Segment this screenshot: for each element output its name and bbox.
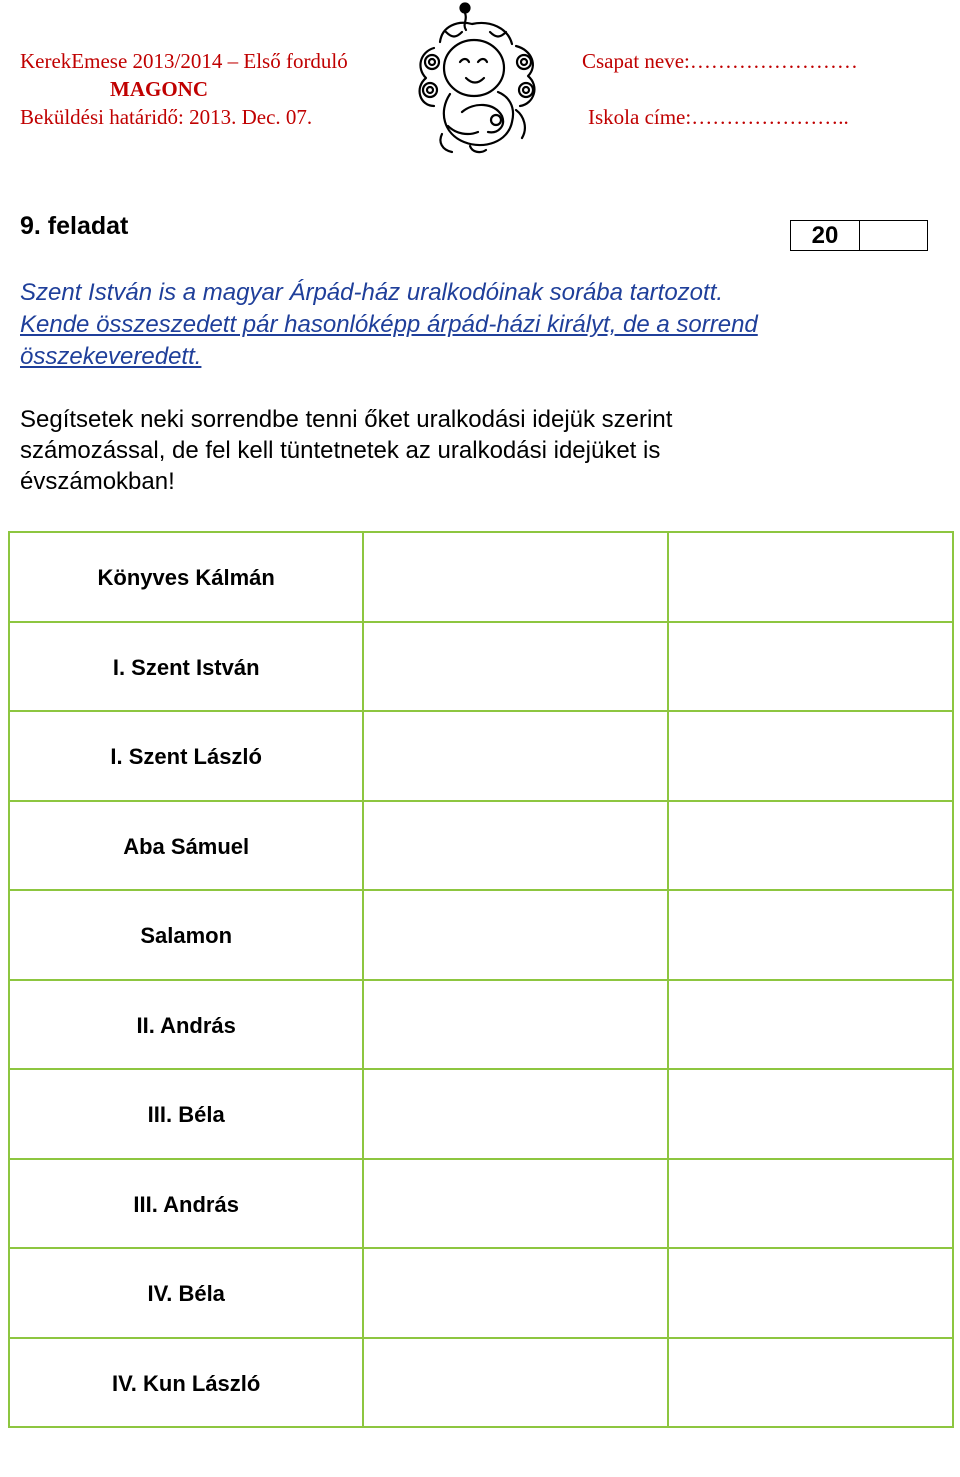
ruler-name: IV. Béla (9, 1248, 363, 1338)
table-row (9, 711, 953, 801)
deadline-text: Beküldési határidő: 2013. Dec. 07. (20, 105, 313, 129)
subject-title: MAGONC (110, 77, 208, 101)
order-cell[interactable] (363, 1069, 667, 1159)
instruction-line: számozással, de fel kell tüntetnetek az uralkodási idejüket is (20, 437, 661, 464)
years-cell[interactable] (668, 622, 953, 712)
ruler-name: Aba Sámuel (9, 801, 363, 891)
max-points: 20 (791, 221, 860, 250)
task-title: 9. feladat (20, 212, 129, 240)
school-address-label: Iskola címe:………………….. (588, 105, 849, 129)
table-row (9, 622, 953, 712)
table-row (9, 890, 953, 980)
table-row (9, 980, 953, 1070)
years-cell[interactable] (668, 1159, 953, 1249)
instruction-line: Segítsetek neki sorrendbe tenni őket uralkodási idejük szerint (20, 406, 673, 433)
order-cell[interactable] (363, 622, 667, 712)
instruction-line: évszámokban! (20, 468, 175, 495)
ruler-name: Salamon (9, 890, 363, 980)
ruler-name: III. András (9, 1159, 363, 1249)
intro-line: összekeveredett. (20, 343, 202, 370)
ruler-name: II. András (9, 980, 363, 1070)
ruler-name: Könyves Kálmán (9, 532, 363, 622)
table-row (9, 1159, 953, 1249)
intro-line: Kende összeszedett pár hasonlóképp árpád-házi királyt, de a sorrend (20, 311, 758, 338)
ruler-name: I. Szent István (9, 622, 363, 712)
table-row (9, 1069, 953, 1159)
ruler-name: IV. Kun László (9, 1338, 363, 1428)
rulers-table (8, 531, 954, 1428)
ruler-name: I. Szent László (9, 711, 363, 801)
order-cell[interactable] (363, 1338, 667, 1428)
order-cell[interactable] (363, 711, 667, 801)
years-cell[interactable] (668, 1248, 953, 1338)
order-cell[interactable] (363, 980, 667, 1070)
order-cell[interactable] (363, 801, 667, 891)
ruler-name: III. Béla (9, 1069, 363, 1159)
table-row (9, 801, 953, 891)
score-box (790, 220, 928, 251)
competition-title: KerekEmese 2013/2014 – Első forduló (20, 49, 348, 73)
years-cell[interactable] (668, 711, 953, 801)
years-cell[interactable] (668, 532, 953, 622)
years-cell[interactable] (668, 1069, 953, 1159)
order-cell[interactable] (363, 532, 667, 622)
table-row (9, 532, 953, 622)
task-instruction (20, 404, 940, 497)
order-cell[interactable] (363, 890, 667, 980)
order-cell[interactable] (363, 1248, 667, 1338)
order-cell[interactable] (363, 1159, 667, 1249)
years-cell[interactable] (668, 1338, 953, 1428)
table-row (9, 1248, 953, 1338)
table-row (9, 1338, 953, 1428)
years-cell[interactable] (668, 890, 953, 980)
task-intro (20, 277, 940, 373)
years-cell[interactable] (668, 801, 953, 891)
intro-line: Szent István is a magyar Árpád-ház uralkodóinak sorába tartozott. (20, 279, 724, 306)
years-cell[interactable] (668, 980, 953, 1070)
team-name-label: Csapat neve:…………………… (582, 49, 858, 73)
kerekemese-logo-icon (412, 2, 548, 158)
